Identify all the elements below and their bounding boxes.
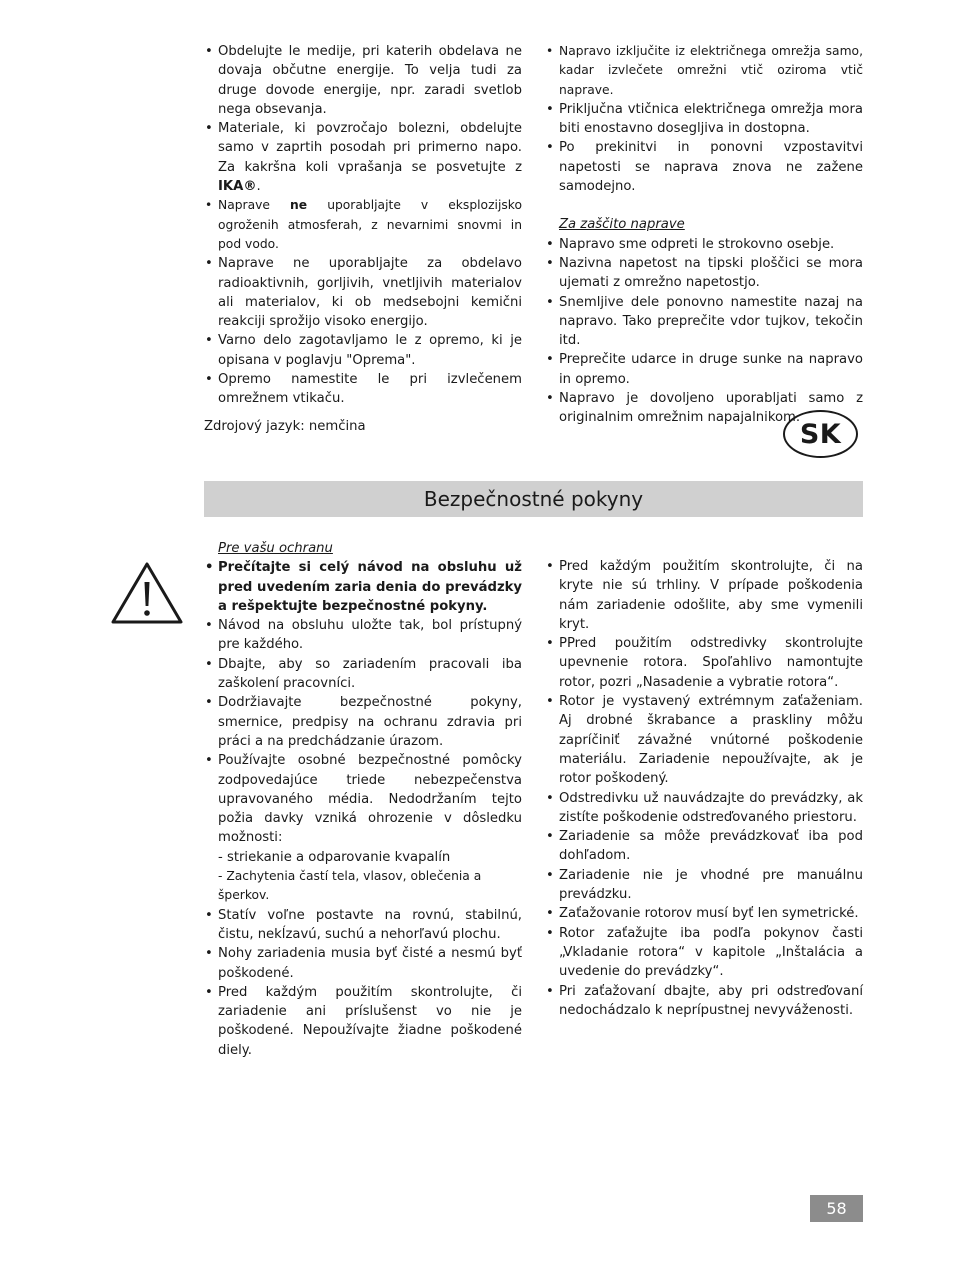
language-badge: SK (783, 410, 858, 458)
list-item: • Varno delo zagotavljamo le z opremo, ki je opisana v poglavju "Oprema". (204, 331, 522, 370)
list-item: • Opremo namestite le pri izvlečenem omrežnem vtikaču. (204, 370, 522, 409)
list-item: • Po prekinitvi in ponovni vzpostavitvi napetosti se naprava znova ne zažene samodejno. (545, 138, 863, 196)
list-item: • Rotor zaťažujte iba podľa pokynov časti „Vkladanie rotora“ v kapitole „Inštalácia a uvedenie do prevádzky“. (545, 924, 863, 982)
list-item: • Návod na obsluhu uložte tak, bol prístupný pre každého. (204, 616, 522, 655)
list-item: • Obdelujte le medije, pri katerih obdelava ne dovaja občutne energije. To velja tudi za druge dovode energije, npr. zaradi svetlob nega obsevanja. (204, 42, 522, 119)
section-title-bar (204, 481, 863, 517)
list-item: • Zariadenie sa môže prevádzkovať iba pod dohľadom. (545, 827, 863, 866)
sl-safety-list (204, 42, 522, 409)
sl-column-left (204, 42, 522, 409)
device-protection-heading: Za zaščito naprave (559, 217, 685, 233)
protection-heading: Pre vašu ochranu (218, 541, 333, 556)
sk-protection-list (204, 558, 522, 1060)
spacer (545, 196, 863, 215)
list-item-text: uporabljajte v eksplozijsko ogroženih atmosferah, z nevarnimi snovmi in pod vodo. (218, 198, 522, 251)
list-item: • Pred každým použitím skontrolujte, či zariadenie ani príslušenst vo nie je poškodené. Nepoužívajte žiadne poškodené diely. (204, 983, 522, 1060)
list-item: • Naprave ne uporabljajte za obdelavo radioaktivnih, gorljivih, vnetljivih materialov ali materialov, ki ob medsebojni kemični reakciji sprožijo visoko energijo. (204, 254, 522, 331)
list-item: • Napravo je dovoljeno uporabljati samo z originalnim omrežnim napajalnikom. (545, 389, 863, 428)
list-item: • Zariadenie nie je vhodné pre manuálnu prevádzku. (545, 866, 863, 905)
list-item: • Preprečite udarce in druge sunke na napravo in opremo. (545, 350, 863, 389)
list-item: • Napravo sme odpreti le strokovno osebje. (545, 235, 863, 254)
list-item: • Pred každým použitím skontrolujte, či na kryte nie sú trhliny. V prípade poškodenia nám zariadenie odošlite, aby sme vymenili kryt. (545, 557, 863, 634)
list-item: • Pri zaťažovaní dbajte, aby pri odstreďovaní nedochádzalo k neprípustnej nevyváženosti. (545, 982, 863, 1021)
list-item: • Odstredivku už nauvádzajte do prevádzky, ak zistíte poškodenie odstreďovaného priestoru. (545, 789, 863, 828)
list-item: • Dbajte, aby so zariadením pracovali iba zaškolení pracovníci. (204, 655, 522, 694)
sl-column-right (545, 42, 863, 428)
list-item (204, 119, 522, 196)
brand-name: IKA® (218, 179, 257, 195)
dash-item: - striekanie a odparovanie kvapalín (218, 849, 451, 865)
list-item: • Nohy zariadenia musia byť čisté a nesmú byť poškodené. (204, 944, 522, 983)
list-item: • Snemljive dele ponovno namestite nazaj na napravo. Tako preprečite vdor tujkov, tekočin itd. (545, 293, 863, 351)
section-title: Bezpečnostné pokyny (423, 487, 644, 511)
sk-rotor-list (545, 557, 863, 1020)
list-item: • Nazivna napetost na tipski ploščici se mora ujemati z omrežno napetostjo. (545, 254, 863, 293)
dash-item: - Zachytenia častí tela, vlasov, oblečenia a šperkov. (218, 869, 482, 903)
sl-power-list (545, 42, 863, 196)
sk-column-right (545, 557, 863, 1020)
list-item: • Zaťažovanie rotorov musí byť len symetrické. (545, 904, 863, 923)
list-item (204, 196, 522, 254)
page-number: 58 (810, 1195, 863, 1222)
sk-column-left (204, 539, 522, 1060)
list-item: • Rotor je vystavený extrémnym zaťaženiam. Aj drobné škrabance a praskliny môžu zapríčiniť závažné vnútorné poškodenie materiálu. Zariadenie nepoužívajte, ak je rotor poškodený. (545, 692, 863, 788)
source-language-note: Zdrojový jazyk: nemčina (204, 419, 366, 434)
list-item-text: Naprave (218, 198, 270, 213)
list-item-text: Materiale, ki povzročajo bolezni, obdelujte samo v zaprtih posodah pri primerno napo. Za kakršna koli vprašanja se posvetujte z (218, 121, 522, 175)
list-item: • Dodržiavajte bezpečnostné pokyny, smernice, predpisy na ochranu zdravia pri práci a na predchádzanie úrazom. (204, 693, 522, 751)
list-item: • Priključna vtičnica električnega omrežja mora biti enostavno dosegljiva in dostopna. (545, 100, 863, 139)
sl-device-list (545, 235, 863, 428)
warning-triangle-icon (110, 560, 184, 626)
list-item: • Používajte osobné bezpečnostné pomôcky zodpovedajúce triede nebezpečenstva upravovaného média. Nedodržaním tejto požia davky vzniká ohrozenie v dôsledku možnosti: (204, 751, 522, 847)
list-item: • PPred použitím odstredivky skontrolujte upevnenie rotora. Spoľahlivo namontujte rotor, pozri „Nasadenie a vybratie rotora“. (545, 634, 863, 692)
list-item-important: • Prečítajte si celý návod na obsluhu už pred uvedením zaria denia do prevádzky a rešpektujte bezpečnostné pokyny. (204, 558, 522, 616)
list-item: • Napravo izključite iz električnega omrežja samo, kadar izvlečete omrežni vtič oziroma vtič naprave. (545, 42, 863, 100)
punctuation: . (256, 179, 261, 195)
list-item: • Statív voľne postavte na rovnú, stabilnú, čistu, nekĺzavú, suchú a nehorľavú plochu. (204, 906, 522, 945)
emphasis-word: ne (290, 198, 308, 213)
